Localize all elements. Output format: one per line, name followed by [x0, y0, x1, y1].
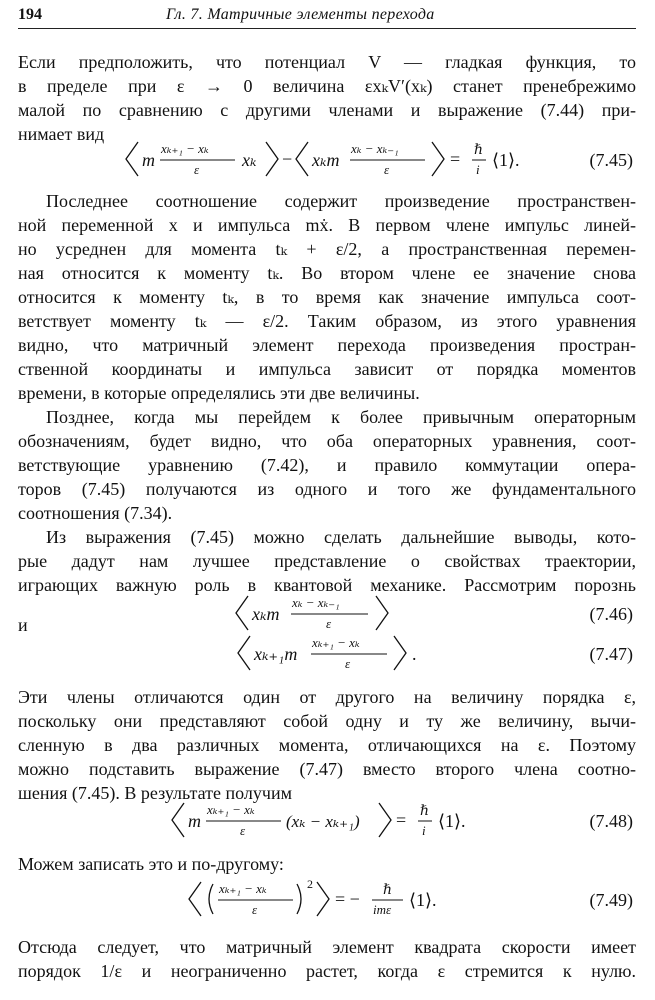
- eq-denominator: imε: [373, 902, 392, 917]
- eq-exponent: 2: [307, 877, 313, 891]
- text-line: Эти члены отличаются один от другого на величину порядка ε,: [18, 687, 636, 707]
- text-line: в пределе при ε → 0 величина εxₖV′(xₖ) станет пренебрежимо: [18, 76, 636, 96]
- text-line: видно, что матричный элемент перехода произведения простран-: [18, 335, 636, 355]
- eq-numerator: ℏ: [420, 804, 430, 819]
- text-line: соотношения (7.34).: [18, 503, 173, 523]
- eq-operator: =: [450, 149, 461, 169]
- chapter-title: Гл. 7. Матричные элементы перехода: [166, 6, 435, 23]
- text-line: ной переменной x и импульса mẋ. В первом члене импульс линей-: [18, 215, 636, 235]
- text-line: Из выражения (7.45) можно сделать дальнейшие выводы, кото-: [46, 527, 636, 547]
- text-line: поскольку они представляют собой одну и ту же величину, вычи-: [18, 711, 636, 731]
- eq-numerator: xₖ − xₖ₋₁: [351, 141, 399, 156]
- right-angle-bracket: [379, 803, 391, 837]
- left-angle-bracket: [296, 142, 308, 176]
- eq-denominator: i: [476, 162, 480, 177]
- text-line: обозначениям, будет видно, что оба операторных уравнения, соот-: [18, 431, 636, 451]
- equation-7-47: [232, 634, 452, 678]
- text-line: ная относится к моменту tₖ. Во втором члене ее значение снова: [18, 263, 636, 283]
- text-line: рые дадут нам лучшее представление о свойствах траектории,: [18, 551, 636, 571]
- running-header: [18, 4, 636, 29]
- page-number: 194: [18, 6, 42, 23]
- eq-numerator: xₖ₊₁ − xₖ: [207, 802, 255, 817]
- eq-denominator: ε: [252, 902, 258, 917]
- text-line: Если предположить, что потенциал V — гладкая функция, то: [18, 52, 636, 72]
- text-line: нимает вид: [18, 124, 105, 144]
- text-line: сленную в два различных момента, отличающихся на ε. Поэтому: [18, 735, 636, 755]
- equation-number: (7.49): [589, 890, 633, 910]
- text-line: но усреднен для момента tₖ + ε/2, а пространственная перемен-: [18, 239, 636, 259]
- text-line: ственной координаты и импульса зависит от порядка моментов: [18, 359, 636, 379]
- text-line: Отсюда следует, что матричный элемент квадрата скорости имеет: [18, 937, 636, 957]
- text-line: Позднее, когда мы перейдем к более привычным операторным: [46, 407, 636, 427]
- equation-number: (7.47): [589, 644, 633, 664]
- eq-numerator: xₖ − xₖ₋₁: [292, 595, 340, 610]
- right-angle-bracket: [317, 882, 329, 916]
- text-line: времени, в которые определялись эти две величины.: [18, 383, 420, 403]
- eq-denominator: i: [422, 823, 426, 838]
- right-angle-bracket: [394, 636, 406, 670]
- text-line: относится к моменту tₖ, в то время как значение импульса соот-: [18, 287, 636, 307]
- left-angle-bracket: [126, 142, 138, 176]
- eq-symbol: m: [188, 811, 201, 831]
- text-line: ветствует моменту tₖ — ε/2. Таким образом, из этого уравнения: [18, 311, 636, 331]
- equation-number: (7.45): [589, 150, 633, 170]
- eq-symbol: xₖm: [252, 604, 280, 624]
- eq-operator: = −: [335, 889, 360, 909]
- right-angle-bracket: [266, 142, 278, 176]
- text-line: играющих важную роль в квантовой механике. Рассмотрим порознь: [18, 575, 636, 595]
- eq-numerator: xₖ₊₁ − xₖ: [312, 635, 360, 650]
- eq-numerator: ℏ: [383, 883, 393, 898]
- equation-7-45: [120, 140, 600, 184]
- eq-numerator: xₖ₊₁ − xₖ: [219, 881, 267, 896]
- eq-operator: −: [282, 149, 293, 169]
- eq-operator: =: [396, 810, 407, 830]
- left-angle-bracket: [172, 803, 184, 837]
- right-angle-bracket: [432, 142, 444, 176]
- eq-term: ⟨1⟩.: [492, 150, 520, 170]
- eq-term: .: [412, 644, 417, 664]
- eq-term: (xₖ − xₖ₊₁): [286, 812, 360, 831]
- equation-7-48: [166, 801, 496, 845]
- left-angle-bracket: [189, 882, 201, 916]
- text-line: порядок 1/ε и неограниченно растет, когда ε стремится к нулю.: [18, 961, 636, 981]
- text-line: малой по сравнению с другими членами и выражение (7.44) при-: [18, 100, 636, 120]
- eq-term: ⟨1⟩.: [409, 890, 437, 910]
- eq-denominator: ε: [240, 823, 246, 838]
- text-line: Можем записать это и по-другому:: [18, 854, 284, 874]
- equation-number: (7.46): [589, 604, 633, 624]
- equation-7-49: [183, 877, 483, 924]
- text-line: торов (7.45) получаются из одного и того же фундаментального: [18, 479, 636, 499]
- text-line: шения (7.45). В результате получим: [18, 783, 292, 803]
- eq-term: ⟨1⟩.: [438, 811, 466, 831]
- eq-denominator: ε: [326, 616, 332, 631]
- equation-number: (7.48): [589, 811, 633, 831]
- right-paren: [297, 884, 301, 914]
- text-line: Последнее соотношение содержит произведение пространствен-: [46, 191, 636, 211]
- text-line: ветствующие уравнению (7.42), и правило коммутации опера-: [18, 455, 636, 475]
- eq-symbol: m: [142, 150, 155, 170]
- eq-denominator: ε: [194, 162, 200, 177]
- eq-symbol: xₖ₊₁m: [254, 644, 298, 664]
- eq-numerator: ℏ: [474, 143, 484, 158]
- eq-numerator: xₖ₊₁ − xₖ: [161, 141, 209, 156]
- eq-denominator: ε: [384, 162, 390, 177]
- eq-denominator: ε: [345, 656, 351, 671]
- eq-symbol: xₖ: [242, 150, 257, 170]
- left-paren: [209, 884, 213, 914]
- left-angle-bracket: [238, 636, 250, 670]
- text-line: и: [18, 615, 28, 635]
- text-line: можно подставить выражение (7.47) вместо второго члена соотно-: [18, 759, 636, 779]
- eq-symbol: xₖm: [312, 150, 340, 170]
